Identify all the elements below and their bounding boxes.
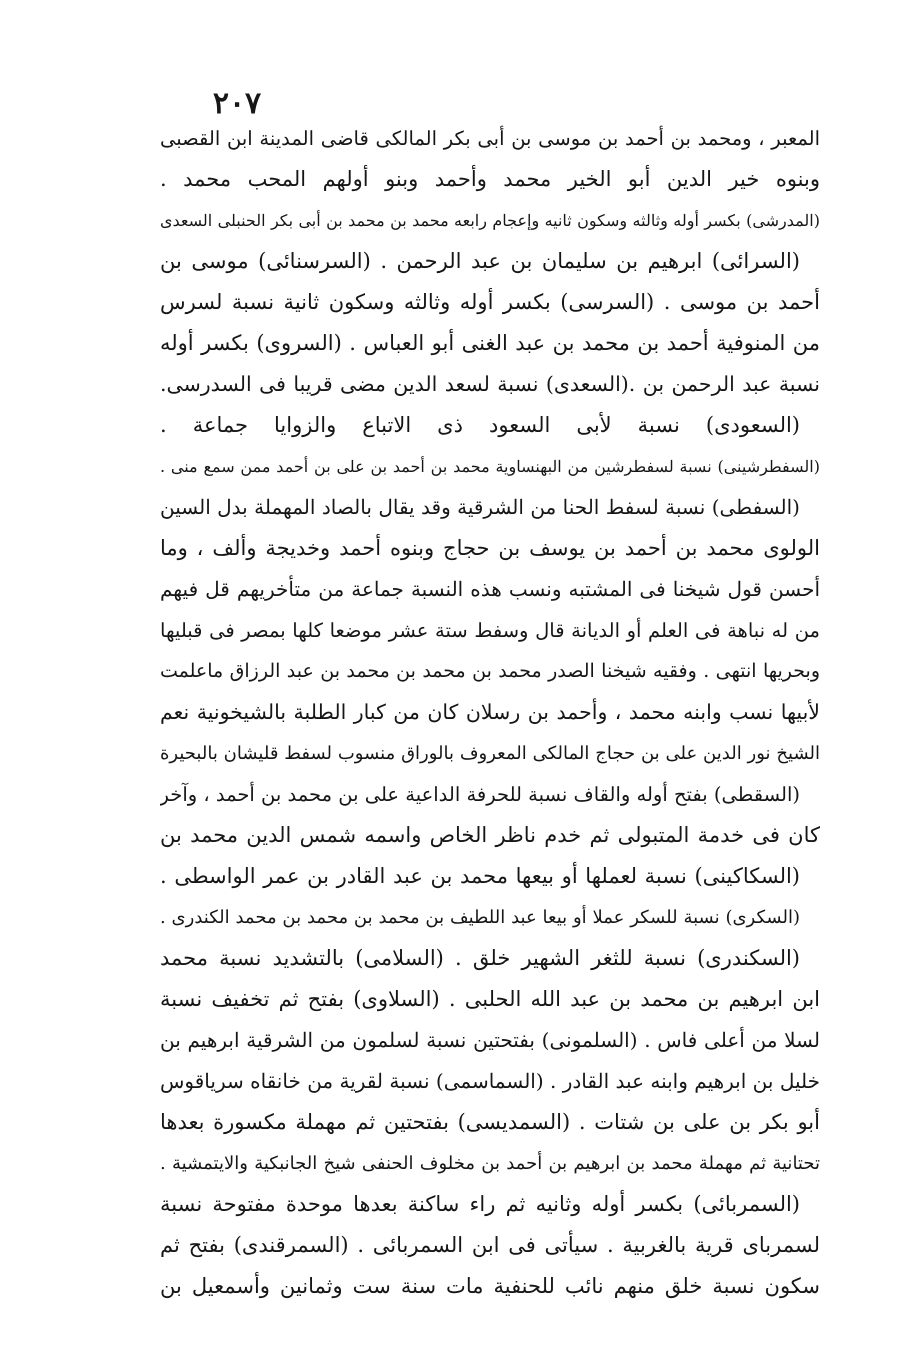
text-line: (السفطى) نسبة لسفط الحنا من الشرقية وقد يقال بالصاد المهملة بدل السين xyxy=(160,495,800,519)
text-line: لأبيها نسب وابنه محمد ، وأحمد بن رسلان كان من كبار الطلبة بالشيخونية نعم xyxy=(160,700,820,724)
text-line: وبحريها انتهى . وفقيه شيخنا الصدر محمد بن محمد بن محمد بن عبد الرزاق ماعلمت xyxy=(160,660,820,682)
text-line: وبنوه خير الدين أبو الخير محمد وأحمد وبنو أولهم المحب محمد . xyxy=(160,167,820,191)
text-line: من له نباهة فى العلم أو الديانة قال وسفط ستة عشر موضعا كلها بمصر فى قبليها xyxy=(160,619,820,642)
text-line: سكون نسبة خلق منهم نائب للحنفية مات سنة ست وثمانين وأسمعيل بن xyxy=(160,1274,820,1298)
page-number: ٢٠٧ xyxy=(212,86,262,121)
text-line: (السفطرشينى) نسبة لسفطرشين من البهنساوية محمد بن أحمد بن على بن أحمد ممن سمع منى . xyxy=(160,457,820,476)
text-line: الولوى محمد بن أحمد بن يوسف بن حجاج وبنوه أحمد وخديجة وألف ، وما xyxy=(160,536,820,560)
text-line: (المدرشى) بكسر أوله وثالثه وسكون ثانيه وإعجام رابعه محمد بن محمد بن أبى بكر الحنبلى السعدى xyxy=(160,211,820,230)
text-line: ابن ابرهيم بن محمد بن عبد الله الحلبى . (السلاوى) بفتح ثم تخفيف نسبة xyxy=(160,987,820,1011)
text-line: الشيخ نور الدين على بن حجاج المالكى المعروف بالوراق منسوب لسفط قليشان بالبحيرة xyxy=(160,743,820,764)
text-line: (السعودى) نسبة لأبى السعود ذى الاتباع والزوايا جماعة . xyxy=(160,413,800,437)
text-line: أبو بكر بن على بن شتات . (السمديسى) بفتحتين ثم مهملة مكسورة بعدها xyxy=(160,1110,820,1134)
text-line: أحمد بن موسى . (السرسى) بكسر أوله وثالثه وسكون ثانية نسبة لسرس xyxy=(160,290,820,314)
text-line: لسمرباى قرية بالغربية . سيأتى فى ابن السمربائى . (السمرقندى) بفتح ثم xyxy=(160,1233,820,1257)
text-line: خليل بن ابرهيم وابنه عبد القادر . (السماسمى) نسبة لقرية من خانقاه سرياقوس xyxy=(160,1069,820,1093)
text-line: (السكرى) نسبة للسكر عملا أو بيعا عبد اللطيف بن محمد بن محمد بن محمد الكندرى . xyxy=(160,907,800,928)
text-line: تحتانية ثم مهملة محمد بن ابرهيم بن أحمد بن مخلوف الحنفى شيخ الجانبكية والايتمشية . xyxy=(160,1153,820,1174)
text-line: (السرائى) ابرهيم بن سليمان بن عبد الرحمن . (السرسنائى) موسى بن xyxy=(160,249,800,273)
text-line: لسلا من أعلى فاس . (السلمونى) بفتحتين نسبة لسلمون من الشرقية ابرهيم بن xyxy=(160,1028,820,1052)
text-line: (السقطى) بفتح أوله والقاف نسبة للحرفة الداعية على بن محمد بن أحمد ، وآخر xyxy=(160,783,800,806)
text-body xyxy=(160,118,820,1307)
text-line: المعبر ، ومحمد بن أحمد بن موسى بن أبى بكر المالكى قاضى المدينة ابن القصبى xyxy=(160,127,820,150)
text-line: كان فى خدمة المتبولى ثم خدم ناظر الخاص واسمه شمس الدين محمد بن xyxy=(160,823,820,847)
text-line: (السكندرى) نسبة للثغر الشهير خلق . (السلامى) بالتشديد نسبة محمد xyxy=(160,946,800,970)
text-line: من المنوفية أحمد بن محمد بن عبد الغنى أبو العباس . (السروى) بكسر أوله xyxy=(160,331,820,355)
text-line: (السمربائى) بكسر أوله وثانيه ثم راء ساكنة بعدها موحدة مفتوحة نسبة xyxy=(160,1192,800,1216)
text-line: نسبة عبد الرحمن بن .(السعدى) نسبة لسعد الدين مضى قريبا فى السدرسى. xyxy=(160,372,820,396)
text-line: أحسن قول شيخنا فى المشتبه ونسب هذه النسبة جماعة من متأخريهم قل فيهم xyxy=(160,577,820,601)
text-line: (السكاكينى) نسبة لعملها أو بيعها محمد بن عبد القادر بن عمر الواسطى . xyxy=(160,864,800,888)
